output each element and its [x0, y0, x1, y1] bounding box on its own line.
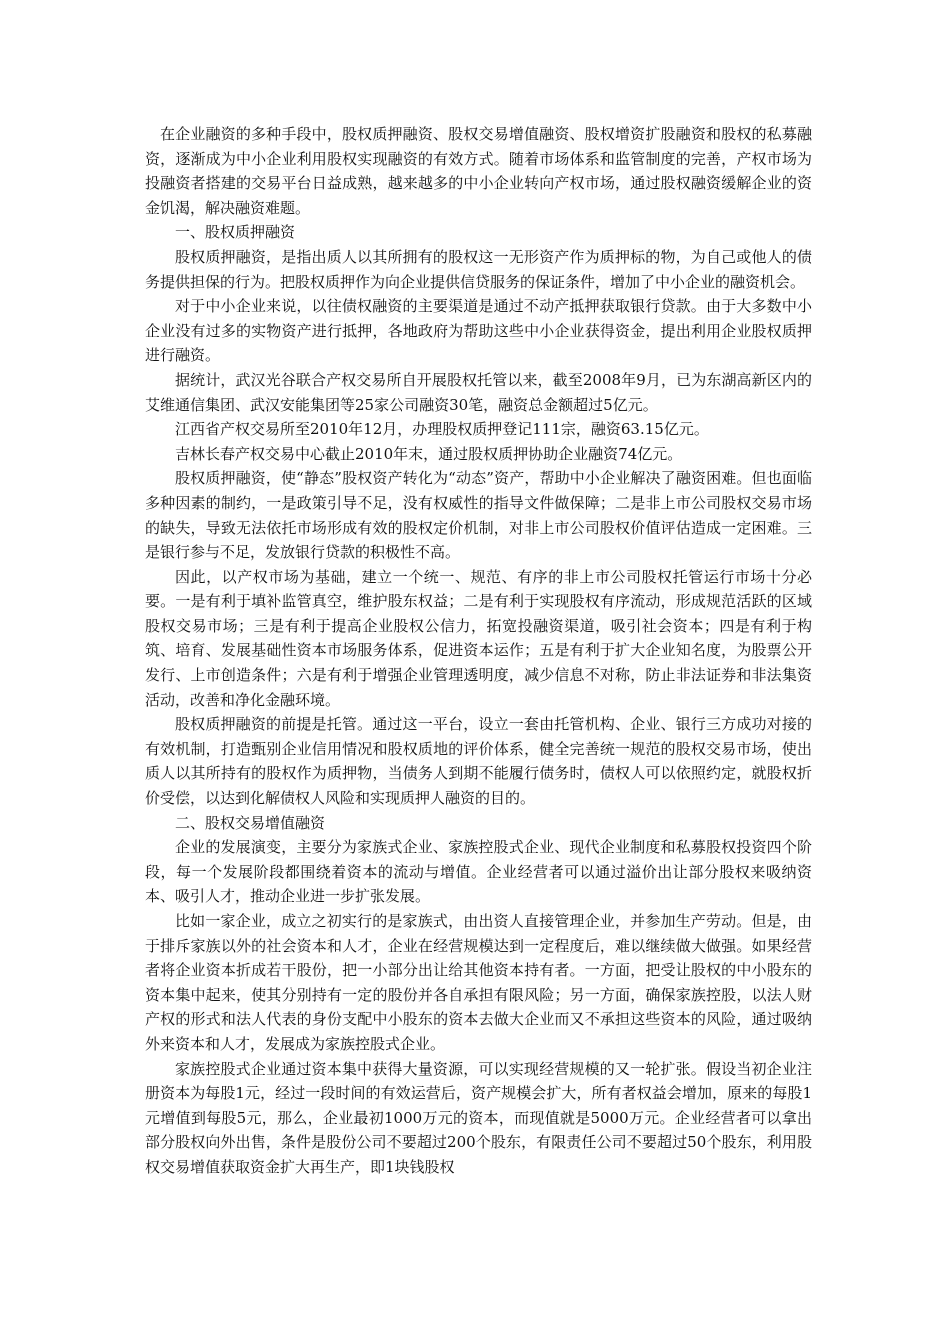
- body-paragraph: 江西省产权交易所至2010年12月，办理股权质押登记111宗，融资63.15亿元。: [175, 420, 709, 439]
- section-heading-2: 二、股权交易增值融资: [175, 813, 326, 832]
- intro-paragraph: 在企业融资的多种手段中，股权质押融资、股权交易增值融资、股权增资扩股融资和股权的私募融资，逐渐成为中小企业利用股权实现融资的有效方式。随着市场体系和监管制度的完善，产权市场为投融资者搭建的交易平台日益成熟，越来越多的中小企业转向产权市场，通过股权融资缓解企业的资金饥渴，解决融资难题。: [145, 125, 812, 217]
- body-paragraph: 因此，以产权市场为基础，建立一个统一、规范、有序的非上市公司股权托管运行市场十分必要。一是有利于填补监管真空，维护股东权益；二是有利于实现股权有序流动，形成规范活跃的区域股权交易市场；三是有利于提高企业股权公信力，拓宽投融资渠道，吸引社会资本；四是有利于构筑、培育、发展基础性资本市场服务体系，促进资本运作；五是有利于扩大企业知名度，为股票公开发行、上市创造条件；六是有利于增强企业管理透明度，减少信息不对称，防止非法证券和非法集资活动，改善和净化金融环境。: [145, 567, 812, 709]
- body-paragraph: 吉林长春产权交易中心截止2010年末，通过股权质押协助企业融资74亿元。: [175, 444, 683, 463]
- section-heading-1: 一、股权质押融资: [175, 223, 296, 242]
- body-paragraph: 据统计，武汉光谷联合产权交易所自开展股权托管以来，截至2008年9月，已为东湖高新区内的艾维通信集团、武汉安能集团等25家公司融资30笔，融资总金额超过5亿元。: [145, 370, 812, 414]
- body-paragraph: 对于中小企业来说，以往债权融资的主要渠道是通过不动产抵押获取银行贷款。由于大多数中小企业没有过多的实物资产进行抵押，各地政府为帮助这些中小企业获得资金，提出利用企业股权质押进行融资。: [145, 297, 812, 365]
- body-paragraph: 股权质押融资，是指出质人以其所拥有的股权这一无形资产作为质押标的物，为自己或他人的债务提供担保的行为。把股权质押作为向企业提供信贷服务的保证条件，增加了中小企业的融资机会。: [145, 247, 812, 291]
- document-body: [145, 122, 812, 1180]
- body-paragraph: 股权质押融资，使“静态”股权资产转化为“动态”资产，帮助中小企业解决了融资困难。但也面临多种因素的制约，一是政策引导不足，没有权威性的指导文件做保障；二是非上市公司股权交易市场的缺失，导致无法依托市场形成有效的股权定价机制，对非上市公司股权价值评估造成一定困难。三是银行参与不足，发放银行贷款的积极性不高。: [145, 469, 812, 562]
- body-paragraph: 企业的发展演变，主要分为家族式企业、家族控股式企业、现代企业制度和私募股权投资四个阶段，每一个发展阶段都围绕着资本的流动与增值。企业经营者可以通过溢价出让部分股权来吸纳资本、吸引人才，推动企业进一步扩张发展。: [145, 838, 812, 906]
- body-paragraph: 比如一家企业，成立之初实行的是家族式，由出资人直接管理企业，并参加生产劳动。但是，由于排斥家族以外的社会资本和人才，企业在经营规模达到一定程度后，难以继续做大做强。如果经营者将企业资本折成若干股份，把一小部分出让给其他资本持有者。一方面，把受让股权的中小股东的资本集中起来，使其分别持有一定的股份并各自承担有限风险；另一方面，确保家族控股，以法人财产权的形式和法人代表的身份支配中小股东的资本去做大企业而又不承担这些资本的风险，通过吸纳外来资本和人才，发展成为家族控股式企业。: [145, 912, 812, 1053]
- body-paragraph: 家族控股式企业通过资本集中获得大量资源，可以实现经营规模的又一轮扩张。假设当初企业注册资本为每股1元，经过一段时间的有效运营后，资产规模会扩大，所有者权益会增加，原来的每股1元增值到每股5元，那么，企业最初1000万元的资本，而现值就是5000万元。企业经营者可以拿出部分股权向外出售，条件是股份公司不要超过200个股东，有限责任公司不要超过50个股东，利用股权交易增值获取资金扩大再生产，即1块钱股权: [145, 1059, 812, 1176]
- body-paragraph: 股权质押融资的前提是托管。通过这一平台，设立一套由托管机构、企业、银行三方成功对接的有效机制，打造甄别企业信用情况和股权质地的评价体系，健全完善统一规范的股权交易市场，使出质人以其所持有的股权作为质押物，当债务人到期不能履行债务时，债权人可以依照约定，就股权折价受偿，以达到化解债权人风险和实现质押人融资的目的。: [145, 715, 812, 808]
